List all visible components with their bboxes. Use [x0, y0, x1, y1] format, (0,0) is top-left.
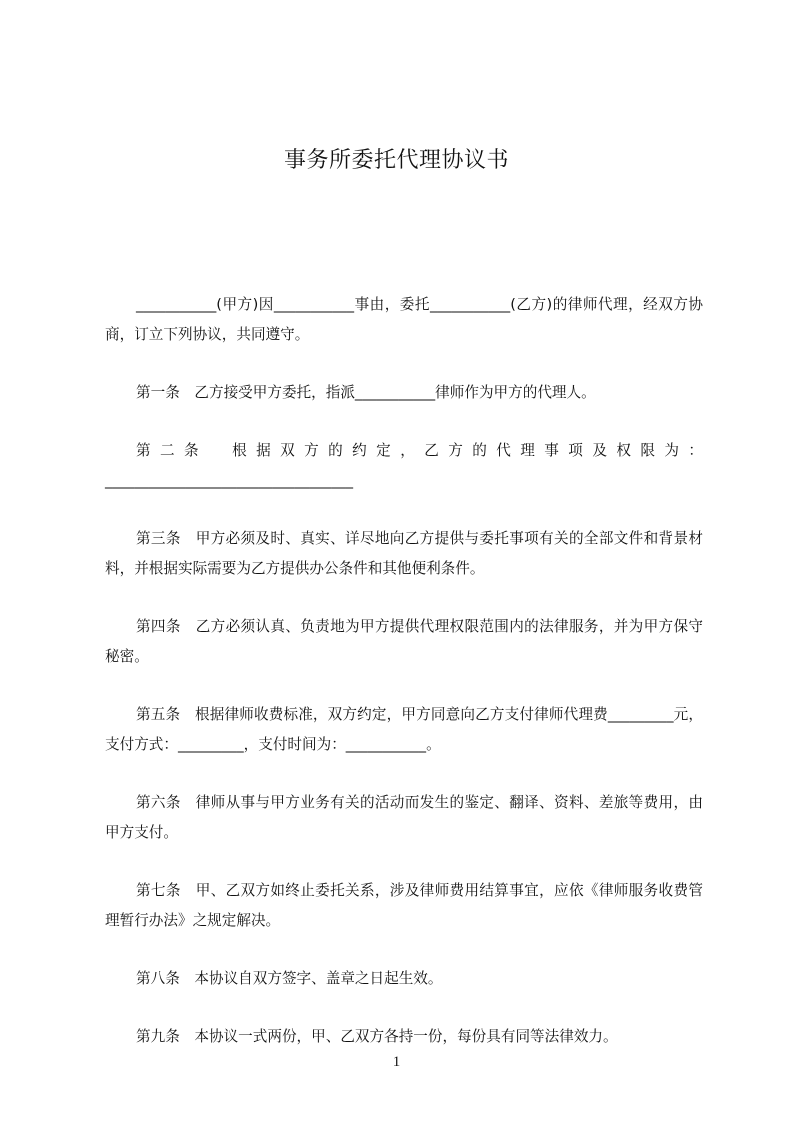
- document-title: 事务所委托代理协议书: [283, 148, 509, 173]
- document-body: [105, 290, 703, 1080]
- paragraph-article-5: 第五条 根据律师收费标准，双方约定，甲方同意向乙方支付律师代理费_________元，支付方式：_________，支付时间为：___________。: [105, 706, 703, 753]
- paragraph-article-9: 第九条 本协议一式两份，甲、乙双方各持一份，每份具有同等法律效力。: [136, 1028, 618, 1045]
- paragraph-article-4: 第四条 乙方必须认真、负责地为甲方提供代理权限范围内的法律服务，并为甲方保守秘密。: [105, 618, 703, 665]
- paragraph-article-6: 第六条 律师从事与甲方业务有关的活动而发生的鉴定、翻译、资料、差旅等费用，由甲方支付。: [105, 794, 703, 841]
- paragraph-intro: ___________(甲方)因___________事由，委托___________(乙方)的律师代理，经双方协商，订立下列协议，共同遵守。: [105, 296, 703, 343]
- page-number: 1: [392, 1054, 401, 1070]
- paragraph-article-7: 第七条 甲、乙双方如终止委托关系，涉及律师费用结算事宜，应依《律师服务收费管理暂行办法》之规定解决。: [105, 882, 703, 929]
- paragraph-article-1: 第一条 乙方接受甲方委托，指派___________律师作为甲方的代理人。: [136, 384, 596, 401]
- paragraph-article-2: 第二条 根据双方的约定，乙方的代理事项及权限为：__________________________________: [105, 442, 703, 489]
- paragraph-article-3: 第三条 甲方必须及时、真实、详尽地向乙方提供与委托事项有关的全部文件和背景材料，并根据实际需要为乙方提供办公条件和其他便利条件。: [105, 530, 703, 577]
- paragraph-article-8: 第八条 本协议自双方签字、盖章之日起生效。: [136, 970, 443, 987]
